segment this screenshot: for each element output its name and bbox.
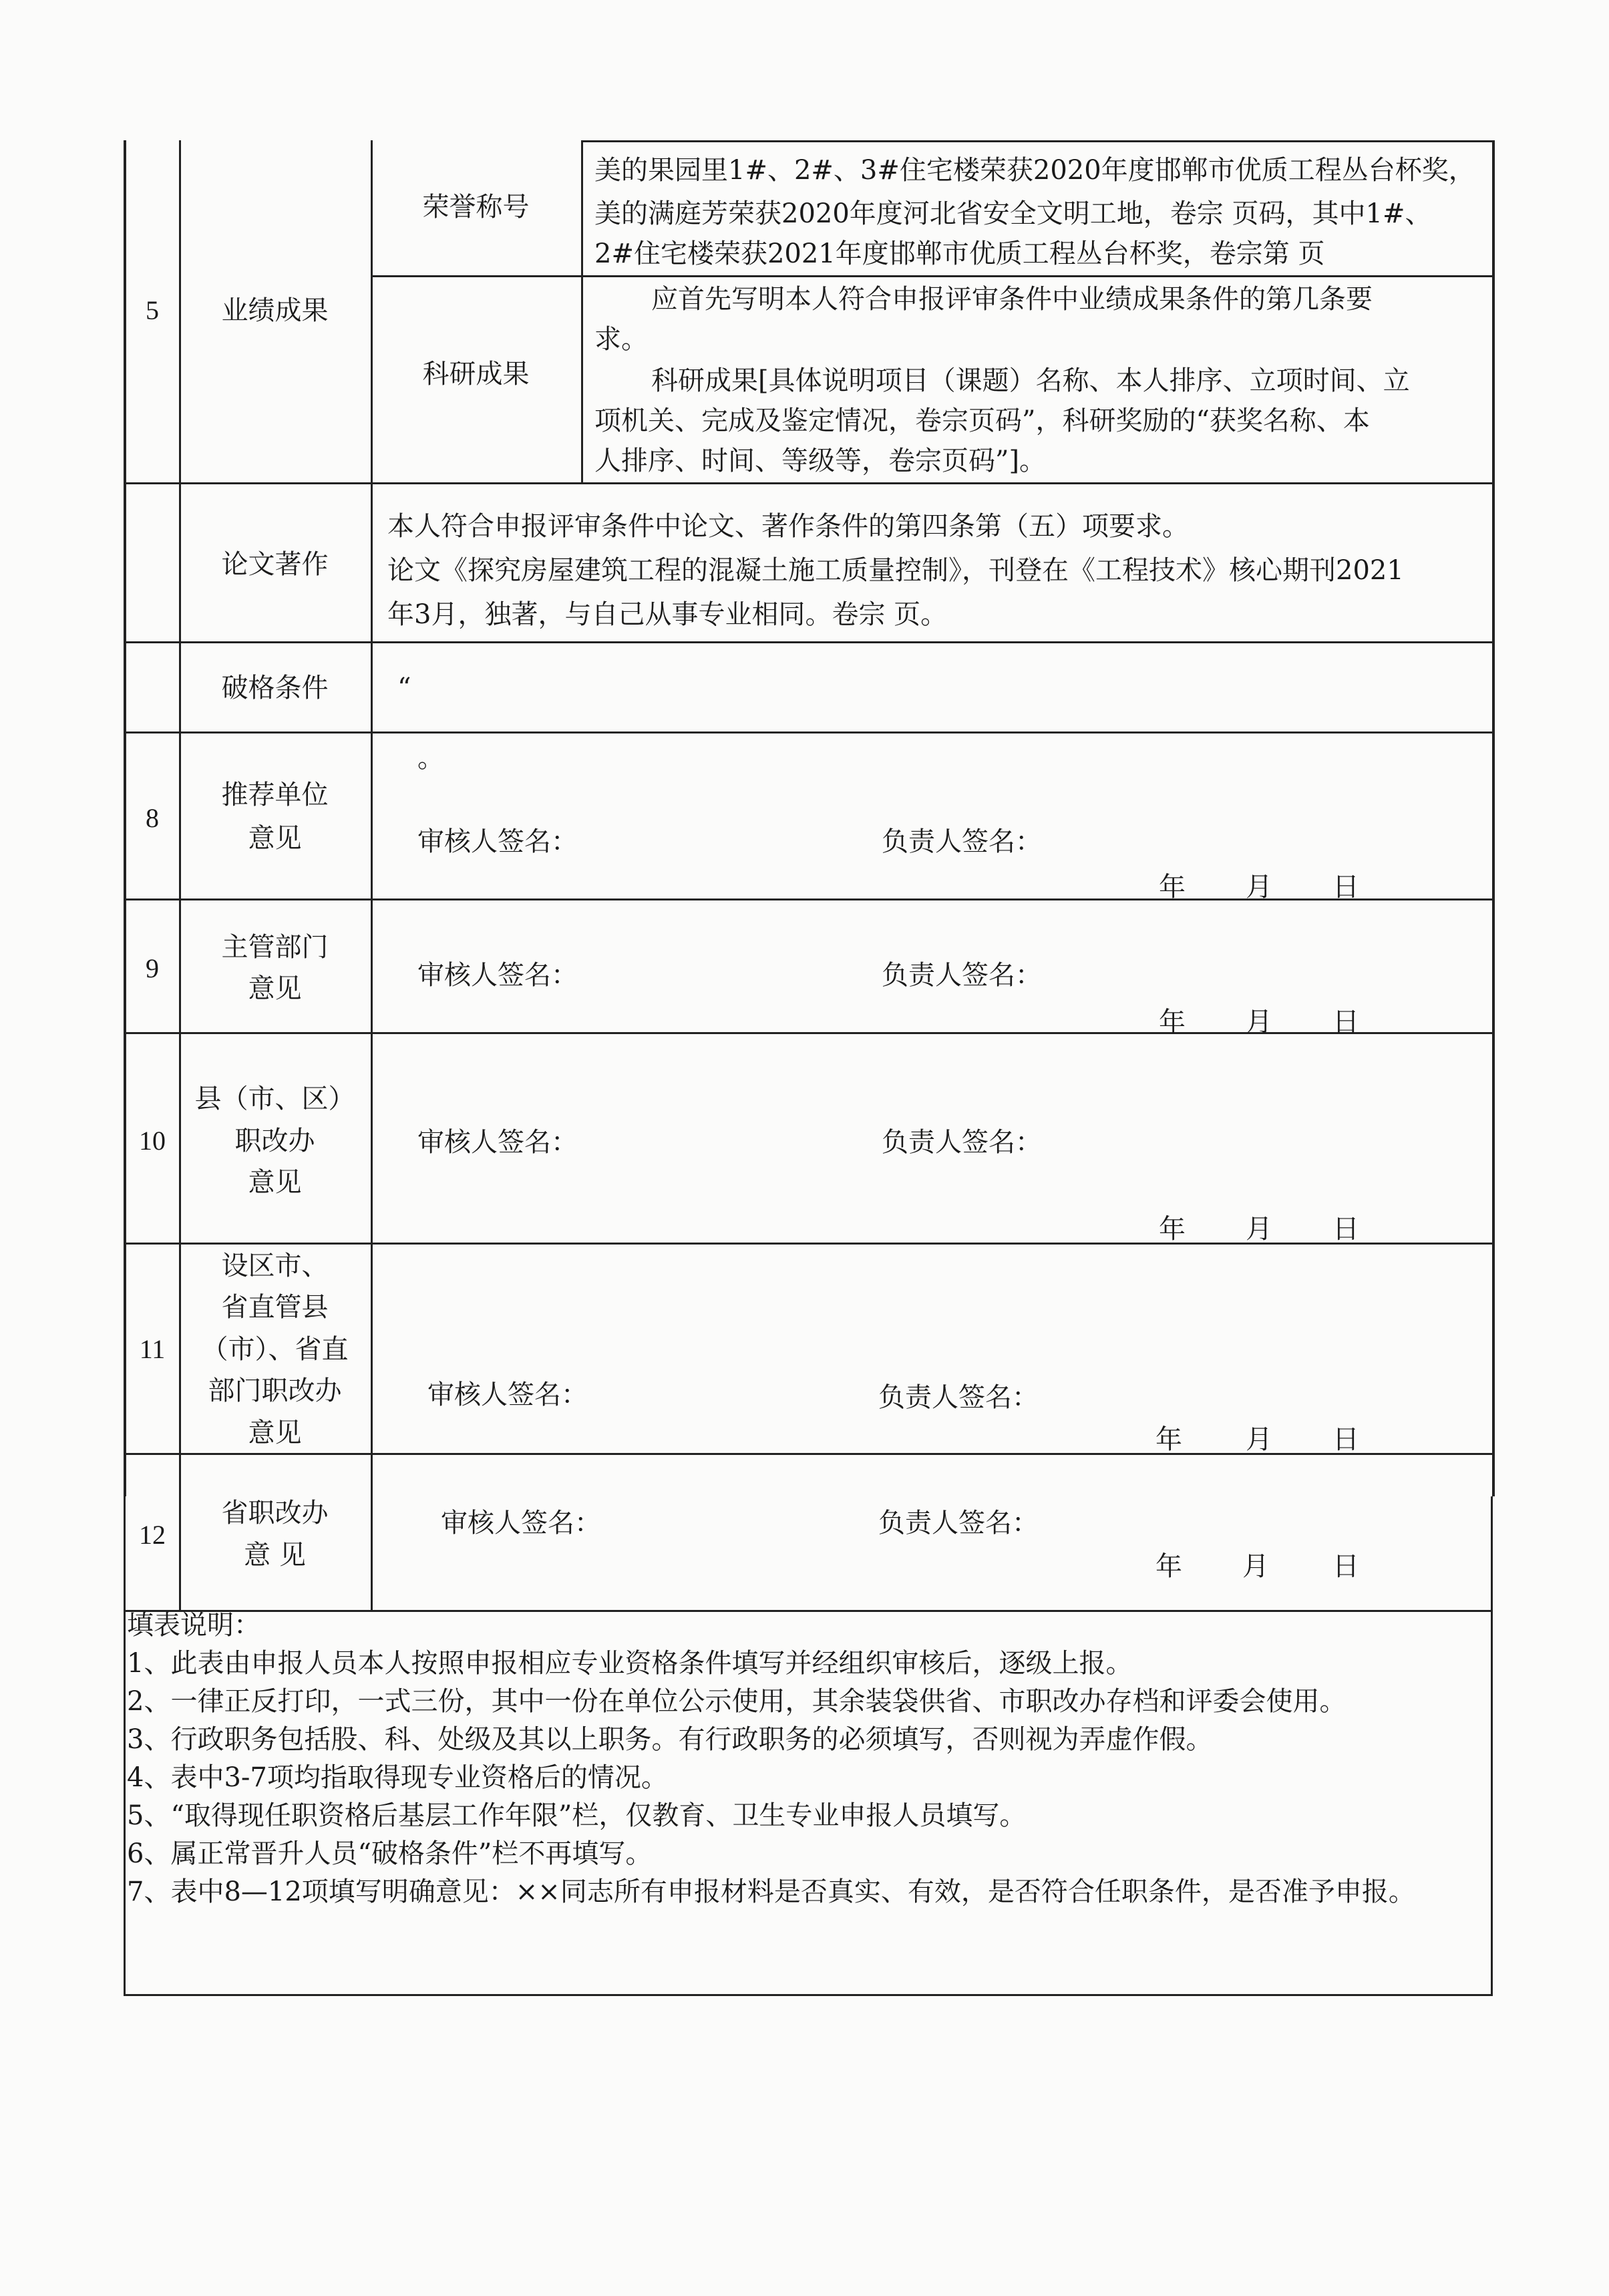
row8-day: 日 (1332, 872, 1359, 903)
row5-bottom-line (124, 482, 1493, 484)
research-label: 科研成果 (422, 359, 530, 389)
row5-category: 业绩成果 (221, 295, 329, 326)
research-line-2: 求。 (594, 324, 648, 355)
instruction-item: 4、表中3-7项均指取得现专业资格后的情况。 (127, 1762, 668, 1793)
instruction-item: 7、表中8—12项填写明确意见：××同志所有申报材料是否真实、有效，是否符合任职条件，是否准予申报。 (127, 1876, 1415, 1907)
row12-leader-sign: 负责人签名： (878, 1508, 1039, 1538)
research-line-3: 科研成果[具体说明项目（课题）名称、本人排序、立项时间、立 (651, 365, 1410, 396)
row5-inner-line (371, 275, 1493, 277)
row10-month: 月 (1246, 1214, 1272, 1245)
row12-number: 12 (139, 1520, 166, 1550)
row12-year: 年 (1155, 1551, 1182, 1582)
row8-month: 月 (1246, 872, 1272, 903)
notes-bottom-line (124, 1994, 1493, 1996)
row12-label-1: 省职改办 (221, 1498, 329, 1528)
table-top-line (581, 140, 1493, 142)
row12-reviewer-sign: 审核人签名： (441, 1508, 601, 1538)
exception-label: 破格条件 (221, 673, 329, 703)
papers-label: 论文著作 (221, 549, 329, 580)
row11-label-1: 设区市、 (221, 1251, 329, 1281)
papers-bottom-line (124, 641, 1493, 643)
research-line-4: 项机关、完成及鉴定情况，卷宗页码”，科研奖励的“获奖名称、本 (594, 405, 1370, 436)
row10-day: 日 (1332, 1214, 1359, 1245)
row9-reviewer-sign: 审核人签名： (417, 960, 578, 991)
row11-leader-sign: 负责人签名： (878, 1382, 1039, 1413)
row10-leader-sign: 负责人签名： (882, 1127, 1042, 1158)
honor-line-1: 美的果园里1#、2#、3#住宅楼荣获2020年度邯郸市优质工程丛台杯奖， (594, 155, 1475, 186)
row8-reviewer-sign: 审核人签名： (417, 826, 578, 857)
row10-year: 年 (1159, 1214, 1186, 1245)
row11-number: 11 (139, 1334, 166, 1364)
instruction-item: 5、“取得现任职资格后基层工作年限”栏，仅教育、卫生专业申报人员填写。 (127, 1800, 1027, 1831)
notes-right-line (1491, 1496, 1493, 1994)
research-line-1: 应首先写明本人符合申报评审条件中业绩成果条件的第几条要 (651, 284, 1373, 315)
instruction-item: 6、属正常晋升人员“破格条件”栏不再填写。 (127, 1838, 653, 1869)
instruction-item: 3、行政职务包括股、科、处级及其以上职务。有行政职务的必须填写，否则视为弄虚作假。 (127, 1724, 1213, 1755)
papers-line-2: 论文《探究房屋建筑工程的混凝土施工质量控制》，刊登在《工程技术》核心期刊2021 (387, 555, 1404, 586)
row9-label-1: 主管部门 (221, 932, 329, 963)
form-instructions (127, 1607, 1483, 1911)
row8-number: 8 (146, 803, 159, 833)
row11-label-3: （市）、省直 (201, 1334, 349, 1365)
instructions-title: 填表说明： (127, 1610, 260, 1641)
row11-reviewer-sign: 审核人签名： (427, 1379, 588, 1410)
row11-label-2: 省直管县 (221, 1292, 329, 1323)
row10-label-1: 县（市、区） (194, 1084, 355, 1114)
honor-line-2: 美的满庭芳荣获2020年度河北省安全文明工地，卷宗 页码，其中1#、 (594, 198, 1432, 229)
row8-mark: 。 (417, 743, 444, 774)
exception-value: “ (397, 673, 411, 703)
row9-number: 9 (146, 953, 159, 983)
row11-year: 年 (1155, 1424, 1182, 1455)
research-line-5: 人排序、时间、等级等，卷宗页码”]。 (594, 446, 1047, 476)
row12-month: 月 (1242, 1551, 1269, 1582)
row8-year: 年 (1159, 872, 1186, 903)
row12-day: 日 (1332, 1551, 1359, 1582)
row10-bottom-line (124, 1243, 1493, 1245)
row12-label-2: 意 见 (244, 1540, 306, 1571)
instruction-item: 2、一律正反打印，一式三份，其中一份在单位公示使用，其余装袋供省、市职改办存档和评委会使用。 (127, 1686, 1347, 1717)
instruction-item: 1、此表由申报人员本人按照申报相应专业资格条件填写并经组织审核后，逐级上报。 (127, 1648, 1133, 1679)
row9-day: 日 (1332, 1007, 1359, 1037)
row11-day: 日 (1332, 1424, 1359, 1455)
row10-number: 10 (139, 1126, 166, 1156)
exception-bottom-line (124, 731, 1493, 733)
row8-bottom-line (124, 898, 1493, 900)
row9-month: 月 (1246, 1007, 1272, 1037)
row10-label-2: 职改办 (234, 1126, 315, 1156)
row9-bottom-line (124, 1032, 1493, 1034)
row11-bottom-line (124, 1453, 1493, 1455)
papers-line-3: 年3月，独著，与自己从事专业相同。卷宗 页。 (387, 599, 948, 630)
row8-label-1: 推荐单位 (221, 780, 329, 810)
row9-leader-sign: 负责人签名： (882, 960, 1042, 991)
honor-label: 荣誉称号 (422, 192, 530, 222)
row11-label-4: 部门职改办 (208, 1375, 342, 1406)
row11-month: 月 (1246, 1424, 1272, 1455)
row11-label-5: 意见 (248, 1418, 302, 1448)
row9-year: 年 (1159, 1007, 1186, 1037)
row10-label-3: 意见 (248, 1167, 302, 1198)
row8-label-2: 意见 (248, 823, 302, 854)
row5-number: 5 (146, 295, 159, 325)
notes-left-line (124, 1496, 126, 1994)
row10-reviewer-sign: 审核人签名： (417, 1127, 578, 1158)
sublabel-column-line (581, 140, 583, 482)
row8-leader-sign: 负责人签名： (882, 826, 1042, 857)
papers-line-1: 本人符合申报评审条件中论文、著作条件的第四条第（五）项要求。 (387, 511, 1189, 542)
honor-line-3: 2#住宅楼荣获2021年度邯郸市优质工程丛台杯奖，卷宗第 页 (594, 238, 1325, 269)
row9-label-2: 意见 (248, 973, 302, 1004)
